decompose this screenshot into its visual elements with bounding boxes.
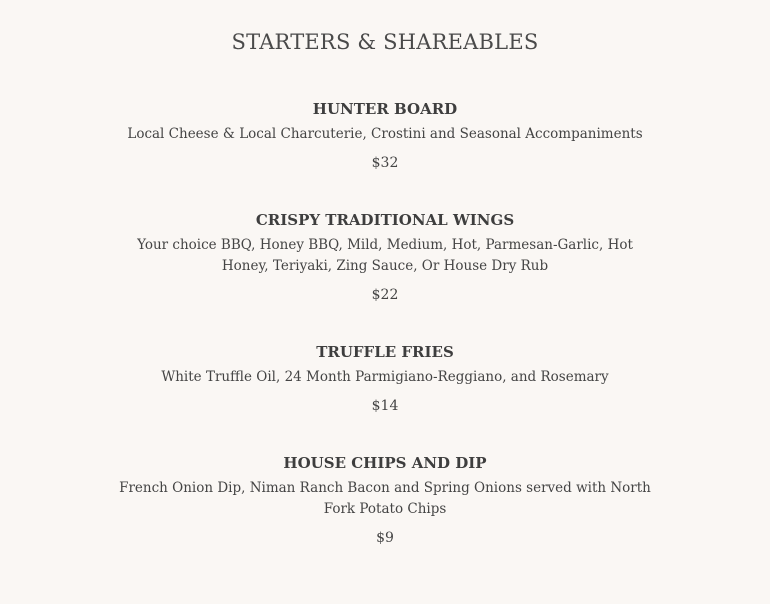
menu-item-crispy-wings [115,210,655,305]
menu-item-price: $32 [371,155,399,171]
menu-item-price: $9 [376,530,394,546]
menu-item-description: Local Cheese & Local Charcuterie, Crostini and Seasonal Accompaniments [127,126,643,142]
menu-item-name: TRUFFLE FRIES [316,343,454,361]
menu-item-price: $22 [371,287,399,303]
menu-item-house-chips [115,453,655,548]
menu-item-name: CRISPY TRADITIONAL WINGS [255,211,515,229]
menu-item-truffle-fries [115,342,655,416]
menu-item-name: HUNTER BOARD [312,100,458,118]
menu-item-name: HOUSE CHIPS AND DIP [283,454,487,472]
menu-item-description: French Onion Dip, Niman Ranch Bacon and Spring Onions served with North Fork Potato Chips [119,480,651,517]
menu-item-price: $14 [371,398,399,414]
section-title: STARTERS & SHAREABLES [231,30,539,54]
menu-item-description: White Truffle Oil, 24 Month Parmigiano-Reggiano, and Rosemary [161,369,609,385]
menu-item-description: Your choice BBQ, Honey BBQ, Mild, Medium, Hot, Parmesan-Garlic, Hot Honey, Teriyaki, Zing Sauce, Or House Dry Rub [137,237,633,274]
menu-item-hunter-board [115,99,655,173]
menu-items-list [0,99,770,548]
